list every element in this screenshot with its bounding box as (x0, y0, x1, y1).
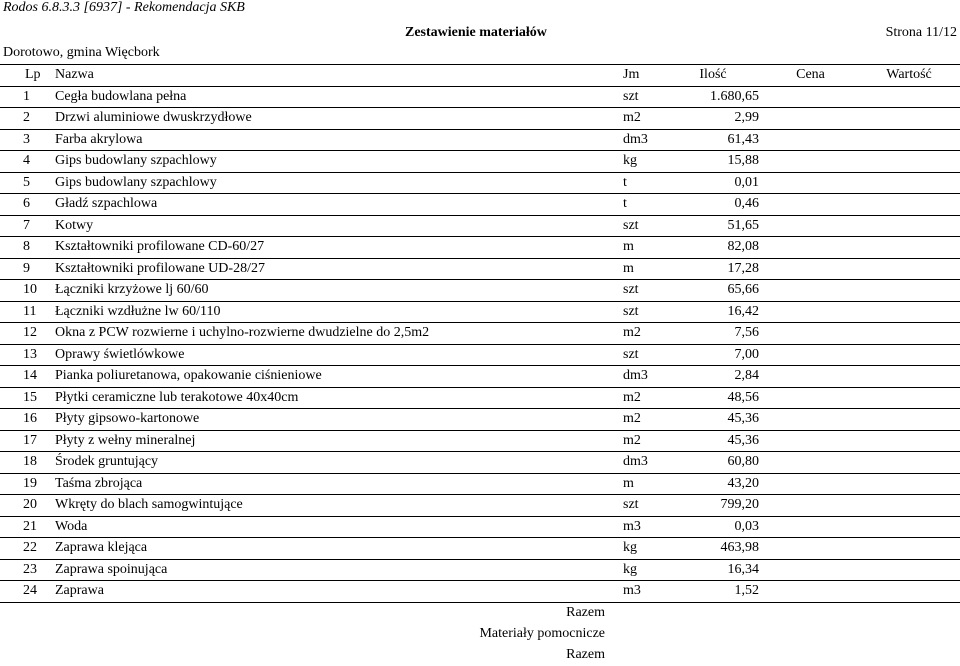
cell-quantity: 463,98 (663, 538, 763, 560)
cell-unit: t (600, 172, 663, 194)
cell-value (858, 194, 960, 216)
cell-name: Okna z PCW rozwierne i uchylno-rozwierne dwudzielne do 2,5m2 (55, 323, 600, 345)
cell-value (858, 237, 960, 259)
cell-value (858, 473, 960, 495)
cell-name: Kształtowniki profilowane UD-28/27 (55, 258, 600, 280)
cell-name: Woda (55, 516, 600, 538)
materials-table (0, 64, 960, 666)
cell-quantity: 65,66 (663, 280, 763, 302)
summary-empty-cell (858, 645, 960, 666)
cell-quantity: 2,84 (663, 366, 763, 388)
cell-value (858, 344, 960, 366)
table-row (0, 495, 960, 517)
cell-value (858, 280, 960, 302)
cell-price (763, 495, 858, 517)
cell-unit: kg (600, 538, 663, 560)
cell-lp: 17 (0, 430, 55, 452)
summary-row (0, 602, 960, 624)
cell-value (858, 129, 960, 151)
cell-price (763, 108, 858, 130)
cell-name: Gładź szpachlowa (55, 194, 600, 216)
cell-unit: m2 (600, 409, 663, 431)
cell-name: Płyty gipsowo-kartonowe (55, 409, 600, 431)
cell-unit: kg (600, 559, 663, 581)
cell-unit: m2 (600, 108, 663, 130)
cell-value (858, 559, 960, 581)
cell-name: Gips budowlany szpachlowy (55, 172, 600, 194)
table-row (0, 409, 960, 431)
cell-price (763, 194, 858, 216)
document-title: Zestawienie materiałów (405, 25, 547, 40)
cell-lp: 1 (0, 86, 55, 108)
cell-unit: dm3 (600, 129, 663, 151)
cell-quantity: 51,65 (663, 215, 763, 237)
column-header-name: Nazwa (55, 65, 600, 87)
cell-name: Kształtowniki profilowane CD-60/27 (55, 237, 600, 259)
summary-empty-cell (600, 602, 663, 624)
cell-quantity: 0,46 (663, 194, 763, 216)
cell-name: Kotwy (55, 215, 600, 237)
summary-label-cell (0, 624, 605, 645)
column-header-lp: Lp (0, 65, 55, 87)
cell-name: Pianka poliuretanowa, opakowanie ciśnieniowe (55, 366, 600, 388)
table-row (0, 473, 960, 495)
cell-price (763, 172, 858, 194)
table-row (0, 516, 960, 538)
cell-value (858, 430, 960, 452)
table-row (0, 387, 960, 409)
cell-value (858, 215, 960, 237)
summary-empty-cell (663, 624, 763, 645)
cell-value (858, 258, 960, 280)
cell-price (763, 86, 858, 108)
cell-quantity: 16,42 (663, 301, 763, 323)
table-row (0, 129, 960, 151)
cell-name: Płyty z wełny mineralnej (55, 430, 600, 452)
cell-quantity: 7,56 (663, 323, 763, 345)
cell-unit: szt (600, 301, 663, 323)
cell-unit: szt (600, 215, 663, 237)
table-row (0, 452, 960, 474)
cell-lp: 5 (0, 172, 55, 194)
cell-lp: 13 (0, 344, 55, 366)
cell-quantity: 15,88 (663, 151, 763, 173)
cell-lp: 7 (0, 215, 55, 237)
summary-empty-cell (600, 645, 663, 666)
summary-label: Materiały pomocnicze (479, 626, 605, 641)
cell-lp: 11 (0, 301, 55, 323)
cell-quantity: 7,00 (663, 344, 763, 366)
cell-lp: 19 (0, 473, 55, 495)
table-row (0, 280, 960, 302)
table-row (0, 301, 960, 323)
cell-quantity: 799,20 (663, 495, 763, 517)
cell-price (763, 387, 858, 409)
cell-value (858, 151, 960, 173)
cell-lp: 22 (0, 538, 55, 560)
cell-quantity: 1,52 (663, 581, 763, 603)
cell-price (763, 538, 858, 560)
summary-empty-cell (763, 602, 858, 624)
cell-value (858, 581, 960, 603)
cell-name: Oprawy świetlówkowe (55, 344, 600, 366)
cell-unit: m2 (600, 323, 663, 345)
summary-empty-cell (858, 602, 960, 624)
cell-value (858, 452, 960, 474)
cell-lp: 15 (0, 387, 55, 409)
cell-name: Łączniki wzdłużne lw 60/110 (55, 301, 600, 323)
column-header-unit: Jm (600, 65, 663, 87)
cell-unit: m (600, 473, 663, 495)
cell-quantity: 0,03 (663, 516, 763, 538)
cell-unit: dm3 (600, 366, 663, 388)
table-row (0, 538, 960, 560)
cell-price (763, 409, 858, 431)
table-row (0, 194, 960, 216)
cell-name: Zaprawa (55, 581, 600, 603)
summary-label-cell (0, 645, 605, 666)
summary-empty-cell (763, 624, 858, 645)
table-row (0, 344, 960, 366)
table-header-row (0, 65, 960, 87)
cell-price (763, 430, 858, 452)
cell-name: Płytki ceramiczne lub terakotowe 40x40cm (55, 387, 600, 409)
table-row (0, 108, 960, 130)
cell-name: Zaprawa spoinująca (55, 559, 600, 581)
cell-quantity: 0,01 (663, 172, 763, 194)
summary-label-cell (0, 602, 605, 624)
cell-price (763, 473, 858, 495)
cell-quantity: 45,36 (663, 409, 763, 431)
cell-price (763, 516, 858, 538)
column-header-value: Wartość (858, 65, 960, 87)
cell-price (763, 215, 858, 237)
location-label: Dorotowo, gmina Więcbork (3, 45, 160, 60)
cell-value (858, 86, 960, 108)
cell-lp: 20 (0, 495, 55, 517)
cell-unit: m3 (600, 581, 663, 603)
cell-price (763, 280, 858, 302)
cell-unit: m3 (600, 516, 663, 538)
cell-name: Farba akrylowa (55, 129, 600, 151)
cell-unit: t (600, 194, 663, 216)
cell-name: Gips budowlany szpachlowy (55, 151, 600, 173)
table-row (0, 323, 960, 345)
cell-lp: 16 (0, 409, 55, 431)
cell-value (858, 409, 960, 431)
cell-unit: szt (600, 344, 663, 366)
cell-lp: 4 (0, 151, 55, 173)
cell-unit: szt (600, 86, 663, 108)
cell-value (858, 516, 960, 538)
cell-price (763, 581, 858, 603)
cell-name: Wkręty do blach samogwintujące (55, 495, 600, 517)
summary-empty-cell (763, 645, 858, 666)
app-title: Rodos 6.8.3.3 [6937] - Rekomendacja SKB (3, 0, 245, 15)
column-header-price: Cena (763, 65, 858, 87)
cell-unit: m2 (600, 430, 663, 452)
cell-value (858, 301, 960, 323)
cell-lp: 21 (0, 516, 55, 538)
cell-lp: 14 (0, 366, 55, 388)
summary-label: Razem (566, 647, 605, 662)
table-row (0, 151, 960, 173)
cell-price (763, 301, 858, 323)
cell-unit: m (600, 237, 663, 259)
cell-price (763, 559, 858, 581)
cell-name: Taśma zbrojąca (55, 473, 600, 495)
table-row (0, 581, 960, 603)
cell-quantity: 1.680,65 (663, 86, 763, 108)
cell-unit: dm3 (600, 452, 663, 474)
column-header-quantity: Ilość (663, 65, 763, 87)
cell-price (763, 129, 858, 151)
cell-lp: 18 (0, 452, 55, 474)
summary-label: Razem (566, 605, 605, 620)
cell-value (858, 108, 960, 130)
cell-name: Cegła budowlana pełna (55, 86, 600, 108)
cell-value (858, 366, 960, 388)
table-row (0, 366, 960, 388)
cell-name: Drzwi aluminiowe dwuskrzydłowe (55, 108, 600, 130)
cell-unit: szt (600, 495, 663, 517)
cell-price (763, 344, 858, 366)
cell-quantity: 17,28 (663, 258, 763, 280)
summary-row (0, 624, 960, 645)
page-number: Strona 11/12 (885, 25, 957, 40)
cell-unit: szt (600, 280, 663, 302)
cell-value (858, 538, 960, 560)
cell-value (858, 323, 960, 345)
cell-price (763, 452, 858, 474)
cell-lp: 2 (0, 108, 55, 130)
summary-empty-cell (663, 602, 763, 624)
cell-quantity: 2,99 (663, 108, 763, 130)
cell-quantity: 16,34 (663, 559, 763, 581)
table-row (0, 258, 960, 280)
table-row (0, 559, 960, 581)
table-row (0, 237, 960, 259)
cell-quantity: 60,80 (663, 452, 763, 474)
cell-quantity: 82,08 (663, 237, 763, 259)
cell-quantity: 48,56 (663, 387, 763, 409)
cell-price (763, 323, 858, 345)
cell-lp: 8 (0, 237, 55, 259)
cell-lp: 12 (0, 323, 55, 345)
cell-name: Zaprawa klejąca (55, 538, 600, 560)
summary-empty-cell (663, 645, 763, 666)
cell-unit: m (600, 258, 663, 280)
cell-lp: 3 (0, 129, 55, 151)
cell-lp: 23 (0, 559, 55, 581)
cell-value (858, 172, 960, 194)
cell-lp: 24 (0, 581, 55, 603)
cell-lp: 6 (0, 194, 55, 216)
cell-value (858, 495, 960, 517)
table-row (0, 86, 960, 108)
cell-name: Łączniki krzyżowe lj 60/60 (55, 280, 600, 302)
cell-price (763, 237, 858, 259)
cell-unit: m2 (600, 387, 663, 409)
cell-quantity: 45,36 (663, 430, 763, 452)
summary-row (0, 645, 960, 666)
cell-name: Środek gruntujący (55, 452, 600, 474)
table-row (0, 215, 960, 237)
cell-lp: 9 (0, 258, 55, 280)
table-row (0, 172, 960, 194)
cell-price (763, 366, 858, 388)
cell-unit: kg (600, 151, 663, 173)
summary-empty-cell (858, 624, 960, 645)
cell-price (763, 151, 858, 173)
cell-quantity: 61,43 (663, 129, 763, 151)
table-row (0, 430, 960, 452)
summary-empty-cell (600, 624, 663, 645)
cell-lp: 10 (0, 280, 55, 302)
cell-price (763, 258, 858, 280)
cell-quantity: 43,20 (663, 473, 763, 495)
cell-value (858, 387, 960, 409)
